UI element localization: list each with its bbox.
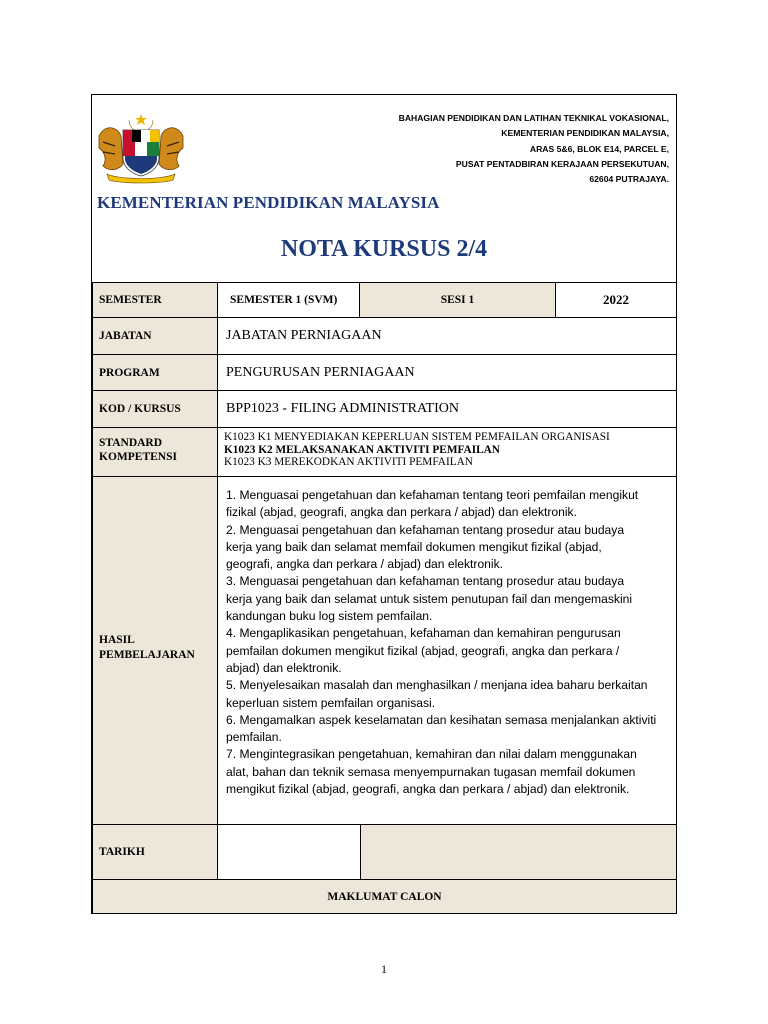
standard-item: K1023 K2 MELAKSANAKAN AKTIVITI PEMFAILAN	[224, 443, 500, 456]
hasil-line: alat, bahan dan teknik semasa menyempurnakan tugasan memfail dokumen	[226, 764, 636, 779]
semester-label-cell	[92, 282, 218, 318]
page-title: NOTA KURSUS 2/4	[280, 236, 488, 262]
hasil-line: 2. Menguasai pengetahuan dan kefahaman tentang prosedur atau budaya	[226, 522, 625, 537]
hasil-line: 4. Mengaplikasikan pengetahuan, kefahaman dan kemahiran pengurusan	[226, 626, 621, 641]
hasil-line: 1. Menguasai pengetahuan dan kefahaman tentang teori pemfailan mengikut	[226, 488, 639, 502]
tarikh-extra-cell	[360, 824, 677, 880]
hasil-line: geografi, angka dan perkara / abjad) dan elektronik.	[226, 557, 503, 572]
jabatan-label-cell	[92, 317, 218, 355]
kod-label: KOD / KURSUS	[99, 403, 181, 415]
semester-value-cell	[217, 282, 360, 318]
hasil-label-line: HASIL	[99, 634, 135, 646]
page-number: 1	[381, 962, 387, 976]
address-line: PUSAT PENTADBIRAN KERAJAAN PERSEKUTUAN,	[455, 158, 669, 169]
hasil-label-cell	[92, 476, 218, 825]
hasil-line: fizikal (abjad, geografi, angka dan perkara / abjad) dan elektronik.	[226, 505, 577, 520]
program-label: PROGRAM	[99, 366, 160, 379]
maklumat-calon-label: MAKLUMAT CALON	[327, 890, 442, 903]
hasil-line: 6. Mengamalkan aspek keselamatan dan kesihatan semasa menjalankan aktiviti	[226, 712, 657, 727]
sesi-label: SESI 1	[440, 294, 475, 306]
standard-label-cell	[92, 427, 218, 477]
standard-value-cell	[217, 427, 677, 477]
kod-value: BPP1023 - FILING ADMINISTRATION	[226, 401, 459, 416]
standard-item: K1023 K1 MENYEDIAKAN KEPERLUAN SISTEM PEMFAILAN ORGANISASI	[224, 431, 610, 443]
tarikh-label-cell	[92, 824, 218, 880]
hasil-line: pemfailan dokumen mengikut fizikal (abjad, geografi, angka dan perkara /	[226, 643, 620, 658]
hasil-line: 3. Menguasai pengetahuan dan kefahaman tentang prosedur atau budaya	[226, 574, 625, 589]
jabatan-label: JABATAN	[99, 330, 152, 342]
year-cell	[555, 282, 677, 318]
hasil-line: 5. Menyelesaikan masalah dan menghasilkan / menjana idea baharu berkaitan	[226, 678, 648, 693]
maklumat-calon-cell	[92, 879, 677, 914]
semester-label: SEMESTER	[99, 294, 162, 306]
hasil-line: pemfailan.	[226, 730, 282, 745]
hasil-line: mengikut fizikal (abjad, geografi, angka dan perkara / abjad) dan elektronik.	[226, 782, 630, 797]
hasil-line: kerja yang baik dan selamat untuk sistem penutupan fail dan mengemaskini	[226, 591, 633, 606]
sesi-cell	[359, 282, 556, 318]
address-line: ARAS 5&6, BLOK E14, PARCEL E,	[529, 143, 669, 154]
program-label-cell	[92, 354, 218, 391]
semester-value: SEMESTER 1 (SVM)	[230, 294, 338, 306]
jabatan-value: JABATAN PERNIAGAAN	[226, 328, 382, 343]
address-line: BAHAGIAN PENDIDIKAN DAN LATIHAN TEKNIKAL VOKASIONAL,	[398, 113, 669, 123]
standard-item: K1023 K3 MEREKODKAN AKTIVITI PEMFAILAN	[224, 456, 473, 468]
tarikh-value-cell[interactable]	[217, 824, 361, 880]
program-value-cell	[217, 354, 677, 391]
jabatan-value-cell	[217, 317, 677, 355]
address-block	[289, 111, 669, 187]
address-line: KEMENTERIAN PENDIDIKAN MALAYSIA,	[501, 128, 669, 139]
tarikh-label: TARIKH	[99, 846, 145, 858]
kod-label-cell	[92, 390, 218, 428]
year-value: 2022	[603, 292, 629, 307]
kod-value-cell	[217, 390, 677, 428]
hasil-line: kandungan buku log sistem pemfailan.	[226, 609, 433, 624]
hasil-label-line: PEMBELAJARAN	[99, 649, 195, 661]
hasil-line: 7. Mengintegrasikan pengetahuan, kemahiran dan nilai dalam menggunakan	[226, 747, 637, 762]
ministry-name: KEMENTERIAN PENDIDIKAN MALAYSIA	[97, 193, 440, 212]
hasil-line: keperluan sistem pemfailan organisasi.	[226, 695, 436, 710]
standard-label-line: STANDARD	[99, 437, 163, 449]
standard-label-line: KOMPETENSI	[99, 451, 177, 463]
address-line: 62604 PUTRAJAYA.	[589, 174, 669, 185]
malaysia-coat-of-arms-icon	[95, 112, 187, 184]
hasil-line: kerja yang baik dan selamat memfail dokumen mengikut fizikal (abjad,	[226, 539, 602, 554]
hasil-line: abjad) dan elektronik.	[226, 660, 342, 675]
hasil-value-cell	[217, 476, 677, 825]
program-value: PENGURUSAN PERNIAGAAN	[226, 364, 415, 380]
